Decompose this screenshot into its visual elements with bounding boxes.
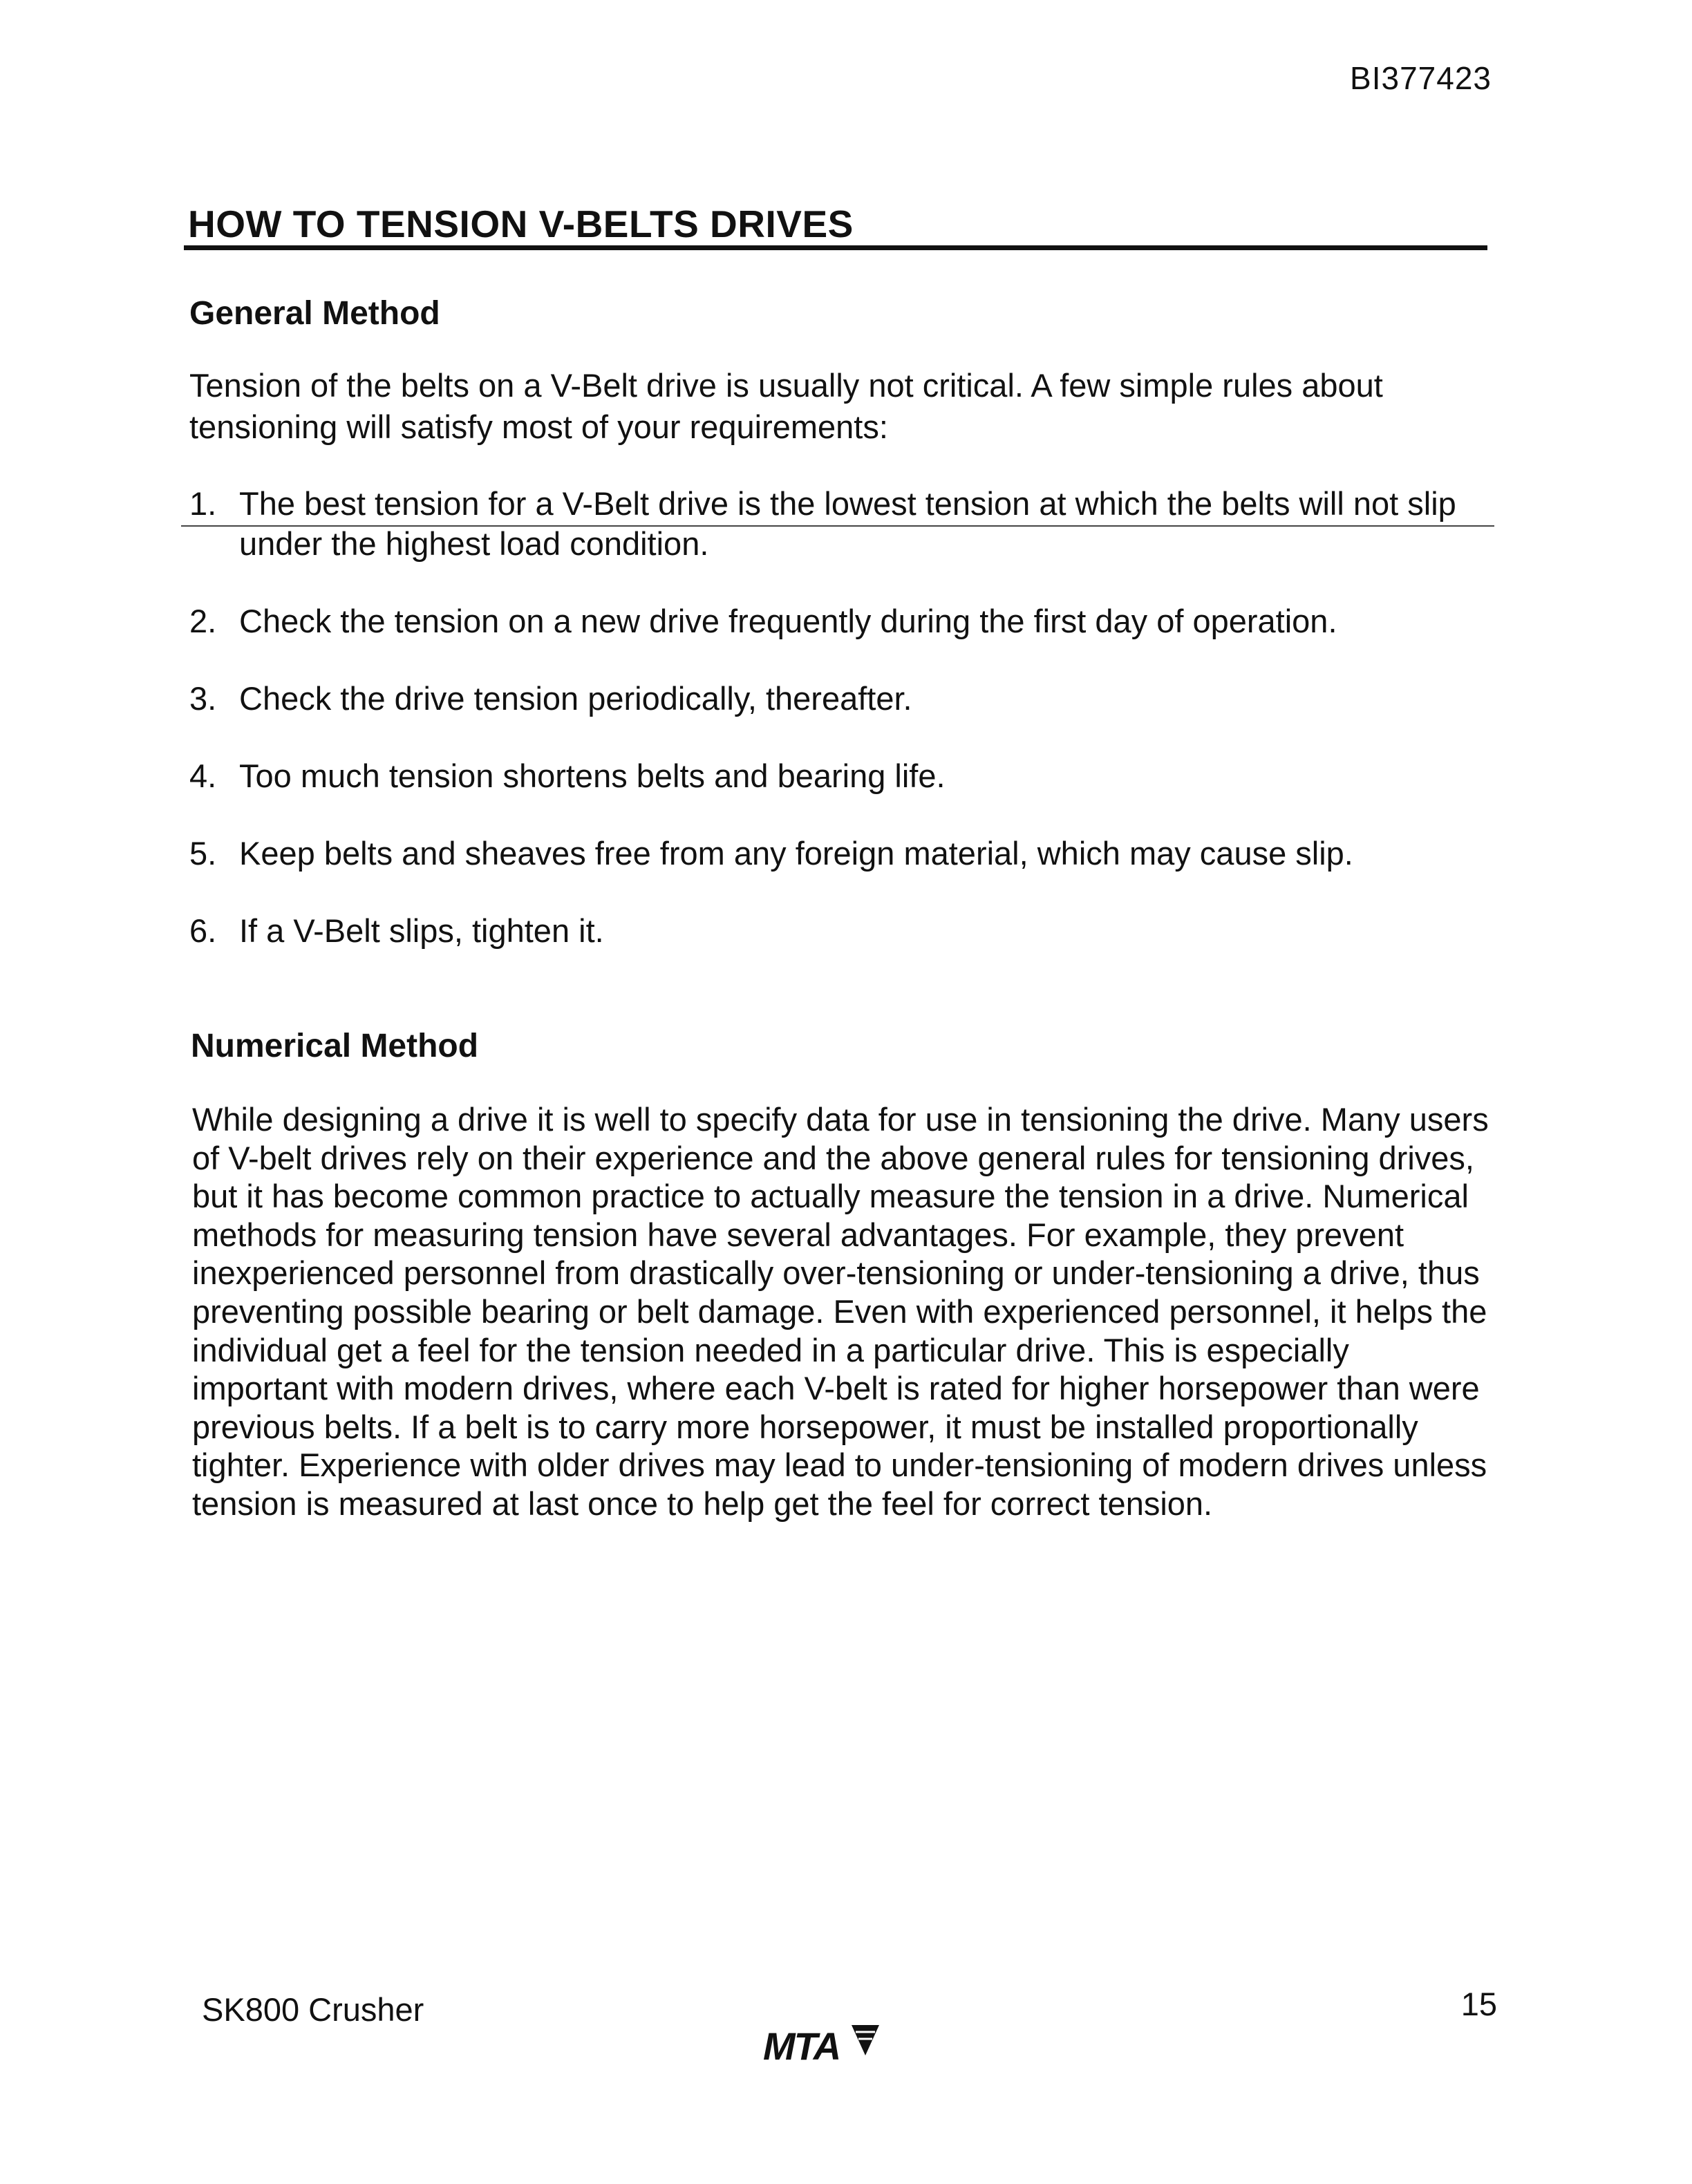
numerical-method-paragraph: While designing a drive it is well to specify data for use in tensioning the drive. Many users of V-belt drives rely on their experience and the above general rules for tensioning drives, but it has become common practice to actually measure the tension in a drive. Numerical methods for measuring tension have several advantages. For example, they prevent inexperienced personnel from drastically over-tensioning or under-tensioning a drive, thus preventing possible bearing or belt damage. Even with experienced personnel, it helps the individual get a feel for the tension needed in a particular drive. This is especially important with modern drives, where each V-belt is rated for higher horsepower than were previous belts. If a belt is to carry more horsepower, it must be installed proportionally tighter. Experience with older drives may lead to under-tensioning of modern drives unless tension is measured at last once to help get the feel for correct tension. bbox=[192, 1101, 1489, 1522]
list-item bbox=[189, 679, 1489, 719]
list-item bbox=[189, 756, 1489, 796]
numerical-method-heading: Numerical Method bbox=[191, 1028, 479, 1064]
list-item-text: Keep belts and sheaves free from any foreign material, which may cause slip. bbox=[239, 835, 1353, 872]
list-item-number: 5. bbox=[189, 835, 217, 872]
general-method-intro: Tension of the belts on a V-Belt drive is usually not critical. A few simple rules about tensioning will satisfy most of your requirements: bbox=[189, 367, 1383, 445]
mta-logo-text: MTA bbox=[763, 2024, 840, 2068]
list-item-number: 1. bbox=[189, 485, 217, 522]
list-item-text: If a V-Belt slips, tighten it. bbox=[239, 912, 604, 949]
mta-logo-icon bbox=[852, 2025, 879, 2058]
document-id: BI377423 bbox=[1350, 60, 1492, 96]
list-item-number: 2. bbox=[189, 603, 217, 639]
list-item-text: The best tension for a V-Belt drive is the lowest tension at which the belts will not slip under the highest load condition. bbox=[239, 485, 1456, 562]
footer-product-name: SK800 Crusher bbox=[202, 1991, 424, 2028]
list-item bbox=[189, 911, 1489, 951]
list-item-number: 6. bbox=[189, 912, 217, 949]
title-underline bbox=[184, 245, 1487, 250]
list-item-text: Check the drive tension periodically, thereafter. bbox=[239, 680, 912, 717]
list-item-text: Check the tension on a new drive frequently during the first day of operation. bbox=[239, 603, 1337, 639]
list-item-text: Too much tension shortens belts and bearing life. bbox=[239, 757, 946, 794]
list-item-number: 4. bbox=[189, 757, 217, 794]
list-item-number: 3. bbox=[189, 680, 217, 717]
page-title: HOW TO TENSION V-BELTS DRIVES bbox=[188, 203, 854, 245]
list-item bbox=[189, 834, 1489, 874]
list-item bbox=[189, 484, 1489, 564]
general-method-list bbox=[189, 484, 1489, 988]
general-method-heading: General Method bbox=[189, 295, 440, 332]
list-item bbox=[189, 601, 1489, 641]
page-number: 15 bbox=[1460, 1986, 1497, 2022]
